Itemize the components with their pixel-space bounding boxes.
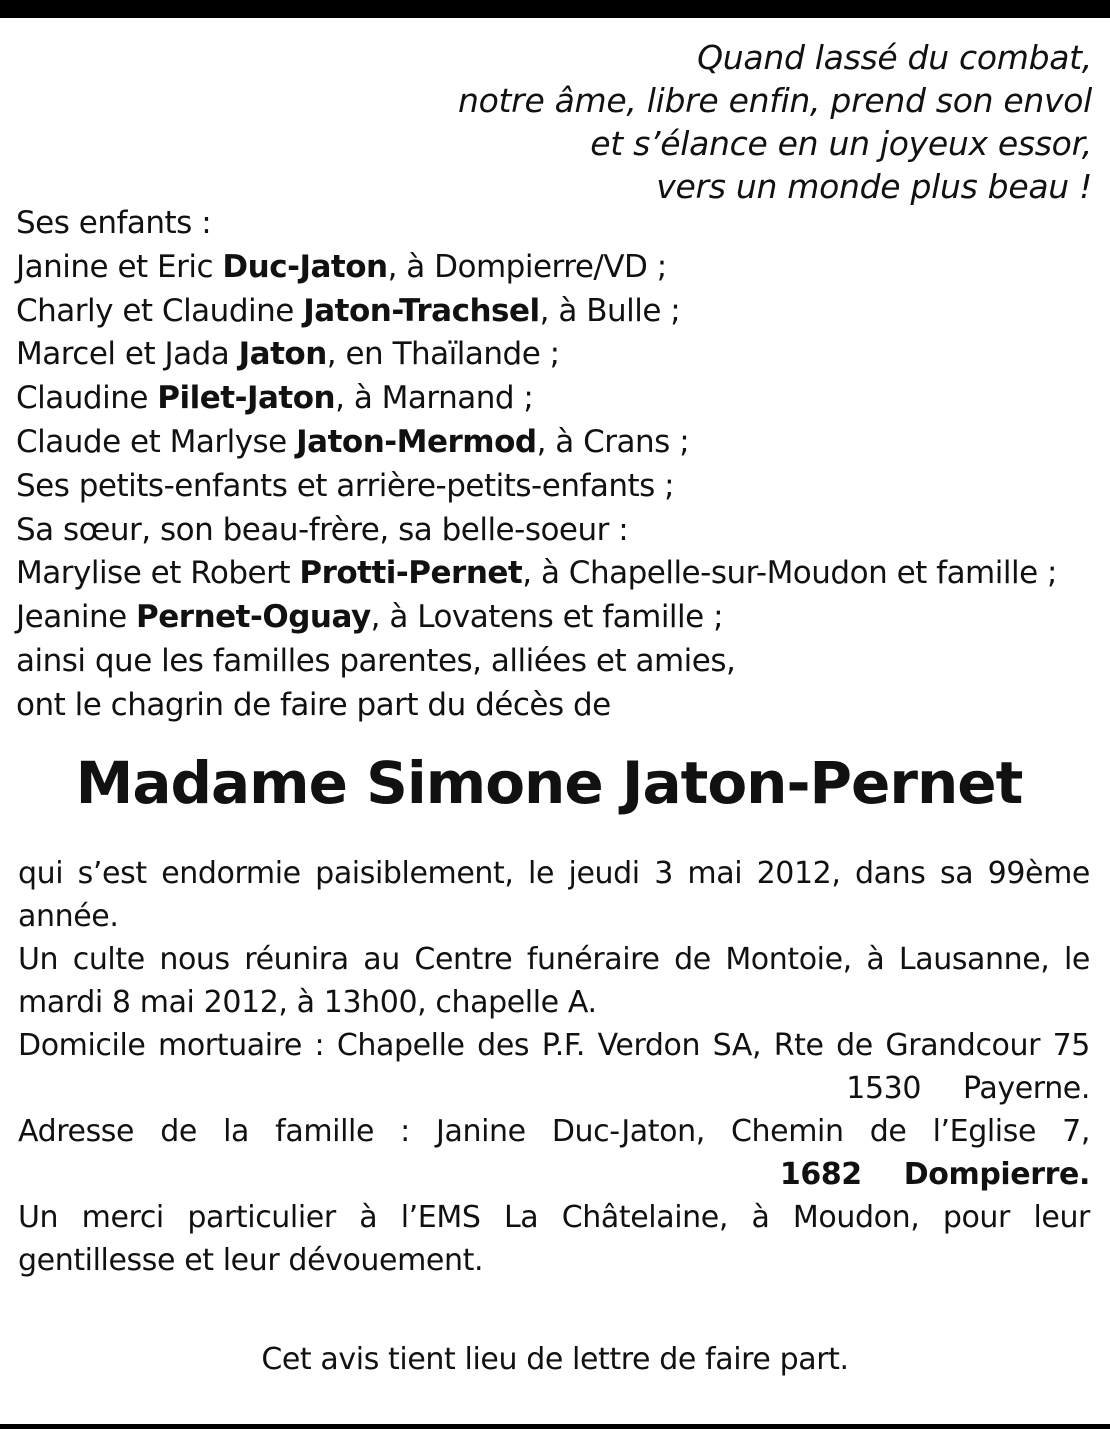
poem-line: notre âme, libre enfin, prend son envol xyxy=(458,81,1092,120)
children-heading: Ses enfants : xyxy=(16,205,212,241)
poem-line: vers un monde plus beau ! xyxy=(656,167,1092,206)
family-address-locality xyxy=(18,1153,1090,1196)
family-member-surname: Jaton xyxy=(238,336,327,373)
family-member-location: , à Marnand ; xyxy=(335,380,534,417)
family-member-first-names: Janine et Eric xyxy=(16,248,223,285)
family-member-line xyxy=(16,290,1057,334)
death-line: année. xyxy=(18,899,119,934)
mortuary-line: Domicile mortuaire : Chapelle des P.F. Verdon SA, Rte de Grandcour 75 xyxy=(18,1028,1090,1063)
family-member-line xyxy=(16,246,1057,290)
mortuary-locality xyxy=(18,1067,1090,1110)
family-member-surname: Pilet-Jaton xyxy=(157,380,336,417)
closing-note: Cet avis tient lieu de lettre de faire part. xyxy=(261,1342,849,1377)
service-line: Un culte nous réunira au Centre funéraire de Montoie, à Lausanne, le xyxy=(18,942,1090,977)
family-member-surname: Jaton-Trachsel xyxy=(303,292,540,329)
grandchildren-line: Ses petits-enfants et arrière-petits-enfants ; xyxy=(16,467,675,504)
family-member-location: , à Chapelle-sur-Moudon et famille ; xyxy=(522,555,1057,592)
service-line: mardi 8 mai 2012, à 13h00, chapelle A. xyxy=(18,985,597,1020)
family-postcode: 1682 xyxy=(779,1157,862,1192)
deceased-name-heading: Madame Simone Jaton-Pernet xyxy=(75,749,1023,817)
family-list xyxy=(16,202,1057,728)
thanks-line: Un merci particulier à l’EMS La Châtelaine, à Moudon, pour leur xyxy=(18,1200,1090,1235)
poem-line: Quand lassé du combat, xyxy=(697,38,1092,77)
thanks-paragraph xyxy=(18,1196,1090,1282)
family-member-first-names: Jeanine xyxy=(16,599,137,636)
mortuary-city: Payerne. xyxy=(963,1071,1090,1106)
family-member-first-names: Marylise et Robert xyxy=(16,555,300,592)
family-member-location: , à Crans ; xyxy=(536,423,690,460)
family-member-surname: Duc-Jaton xyxy=(222,248,388,285)
family-member-line xyxy=(16,377,1057,421)
siblings-heading: Sa sœur, son beau-frère, sa belle-soeur : xyxy=(16,511,629,548)
family-member-location: , à Bulle ; xyxy=(539,292,681,329)
family-member-first-names: Claude et Marlyse xyxy=(16,423,297,460)
family-address-paragraph xyxy=(18,1110,1090,1196)
death-paragraph xyxy=(18,852,1090,938)
family-member-line xyxy=(16,333,1057,377)
family-member-first-names: Marcel et Jada xyxy=(16,336,239,373)
family-member-line xyxy=(16,552,1057,596)
death-line: qui s’est endormie paisiblement, le jeudi 3 mai 2012, dans sa 99ème xyxy=(18,856,1090,891)
obituary-details xyxy=(18,852,1090,1282)
family-member-first-names: Charly et Claudine xyxy=(16,292,304,329)
family-member-first-names: Claudine xyxy=(16,380,158,417)
family-member-location: , en Thaïlande ; xyxy=(326,336,560,373)
announcement-line: ont le chagrin de faire part du décès de xyxy=(16,686,611,723)
mortuary-postcode: 1530 xyxy=(846,1071,922,1106)
family-city: Dompierre. xyxy=(903,1157,1090,1192)
family-member-line xyxy=(16,421,1057,465)
family-member-location: , à Lovatens et famille ; xyxy=(370,599,724,636)
mortuary-paragraph xyxy=(18,1024,1090,1110)
bottom-border-rule xyxy=(0,1424,1110,1429)
family-member-surname: Protti-Pernet xyxy=(299,555,523,592)
relatives-line: ainsi que les familles parentes, alliées et amies, xyxy=(16,642,736,679)
family-member-surname: Jaton-Mermod xyxy=(296,423,537,460)
top-border-rule xyxy=(0,0,1110,18)
service-paragraph xyxy=(18,938,1090,1024)
family-member-surname: Pernet-Oguay xyxy=(136,599,371,636)
thanks-line: gentillesse et leur dévouement. xyxy=(18,1243,484,1278)
poem-line: et s’élance en un joyeux essor, xyxy=(590,124,1092,163)
poem-verse xyxy=(458,36,1092,208)
family-address-line: Adresse de la famille : Janine Duc-Jaton, Chemin de l’Eglise 7, xyxy=(18,1114,1090,1149)
family-member-location: , à Dompierre/VD ; xyxy=(387,248,667,285)
family-member-line xyxy=(16,596,1057,640)
